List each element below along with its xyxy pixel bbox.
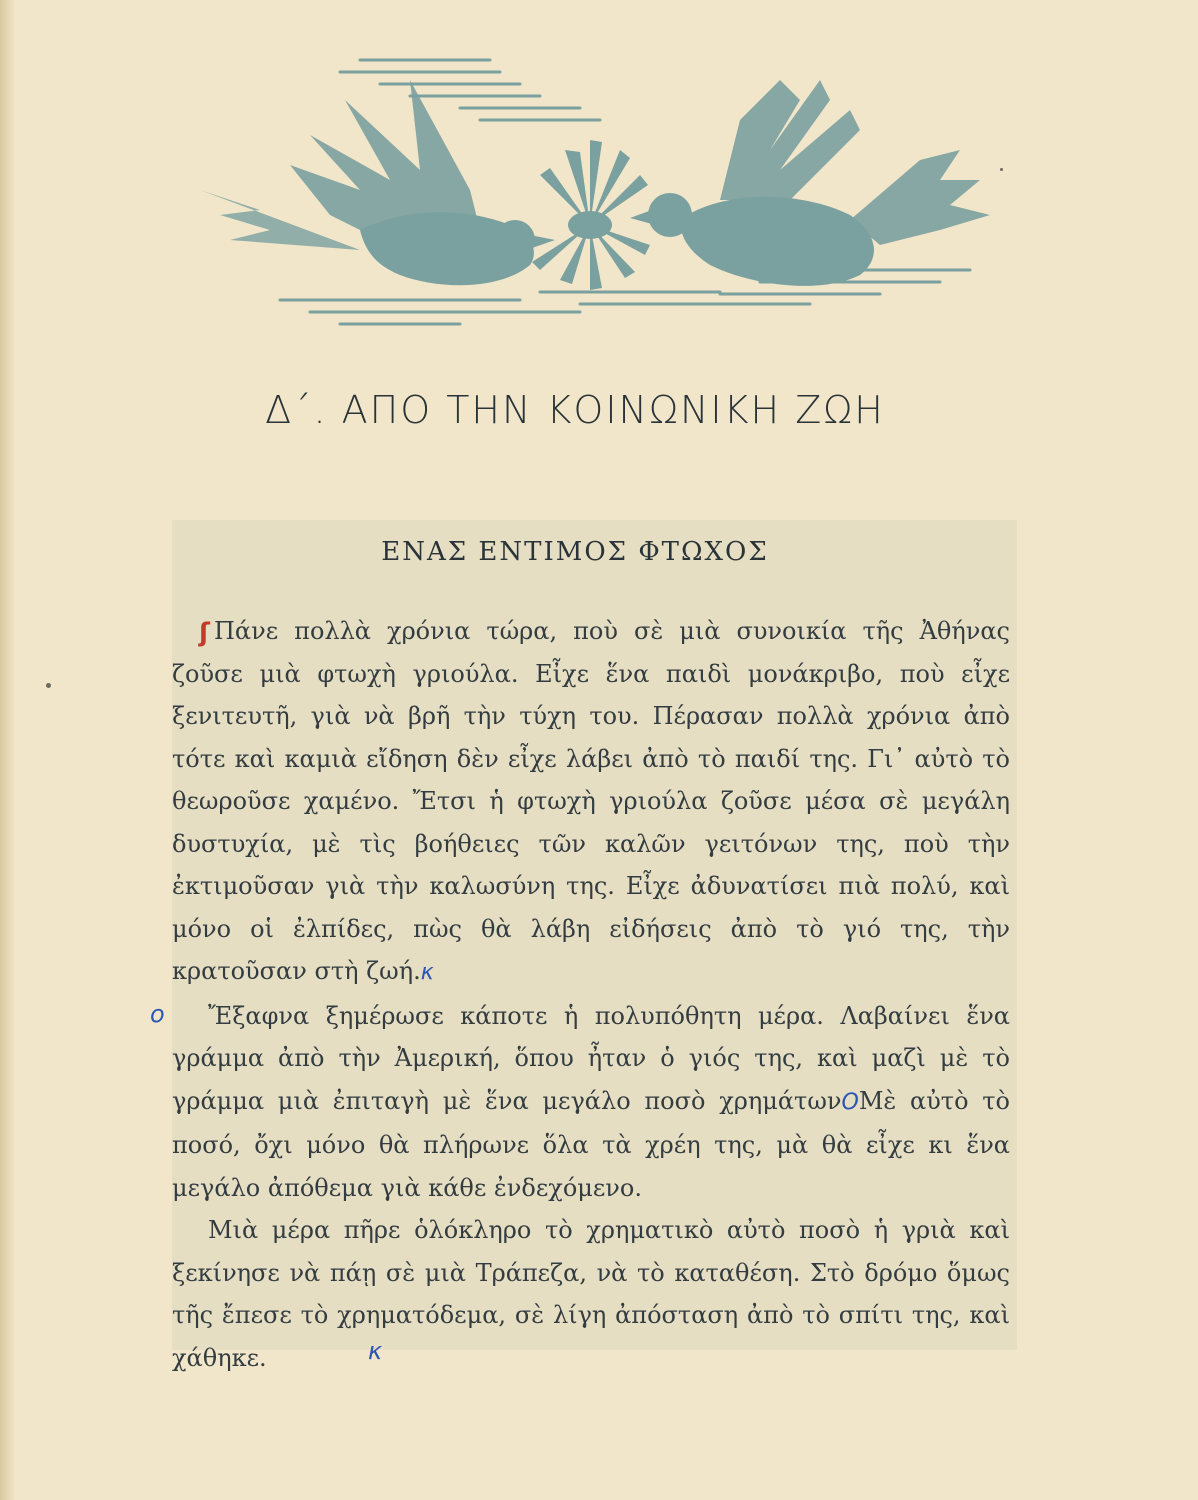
paragraph-3-text: Μιὰ μέρα πῆρε ὁλόκληρο τὸ χρηματικὸ αὐτὸ ποσὸ ἡ γριὰ καὶ ξεκίνησε νὰ πάῃ σὲ μιὰ Τράπεζα, νὰ τὸ καταθέση. Στὸ δρόμο ὅμως τῆς ἔπεσε τὸ χρηματόδεμα, σὲ λίγη ἀπόσταση ἀπὸ τὸ σπίτι της, καὶ χάθηκε. <box>172 1216 1010 1372</box>
paragraph-1 <box>172 610 1010 995</box>
paragraph-2-text: Ἔξαφνα ξημέρωσε κάποτε ἡ πολυπόθητη μέρα. Λαβαίνει ἕνα γράμμα ἀπὸ τὴν Ἀμερική, ὅπου ἦταν ὁ γιός της, καὶ μαζὶ μὲ τὸ γράμμα μιὰ ἐπιταγὴ μὲ ἕνα μεγάλο ποσὸ χρημάτων <box>172 1001 1010 1115</box>
birds-flower-ornament-icon <box>160 40 1010 340</box>
paper-speck <box>1000 168 1003 171</box>
story-body <box>172 610 1010 1379</box>
page-edge <box>0 0 14 1500</box>
paragraph-1-text: Πάνε πολλὰ χρόνια τώρα, ποὺ σὲ μιὰ συνοικία τῆς Ἀθήνας ζοῦσε μιὰ φτωχὴ γριούλα. Εἶχε ἕνα παιδὶ μονάκριβο, ποὺ εἶχε ξενιτευτῆ, γιὰ νὰ βρῆ τὴν τύχη του. Πέρασαν πολλὰ χρόνια ἀπὸ τότε καὶ καμιὰ εἴδηση δὲν εἶχε λάβει ἀπὸ τὸ παιδί της. Γι᾽ αὐτὸ τὸ θεωροῦσε χαμένο. Ἔτσι ἡ φτωχὴ γριούλα ζοῦσε μέσα σὲ μεγάλη δυστυχία, μὲ τὶς βοήθειες τῶν καλῶν γειτόνων της, ποὺ τὴν ἐκτιμοῦσαν γιὰ τὴν καλωσύνη της. Εἶχε ἀδυνατίσει πιὰ πολύ, καὶ μόνο οἱ ἐλπίδες, πὼς θὰ λάβη εἰδήσεις ἀπὸ τὸ γιό της, τὴν κρατοῦσαν στὴ ζωή. <box>172 617 1010 985</box>
pen-mark: κ <box>420 960 434 985</box>
margin-pen-mark: ο <box>150 1000 165 1028</box>
pen-mark-inline: Ο <box>841 1089 859 1115</box>
red-pen-mark: ʃ <box>199 618 210 648</box>
paragraph-2 <box>172 995 1010 1210</box>
paragraph-2-continued: Μὲ αὐτὸ τὸ ποσό, ὄχι μόνο θὰ πλήρωνε ὅλα τὰ χρέη της, μὰ θὰ εἶχε κι ἕνα μεγάλο ἀπόθεμα γιὰ κάθε ἐνδεχόμενο. <box>172 1086 1011 1202</box>
paper-speck <box>46 683 51 688</box>
paragraph-3 <box>172 1209 1010 1379</box>
chapter-title: Δ΄. ΑΠΟ ΤΗΝ ΚΟΙΝΩΝΙΚΗ ΖΩΗ <box>265 388 885 432</box>
story-title: ΕΝΑΣ ΕΝΤΙΜΟΣ ΦΤΩΧΟΣ <box>381 537 769 567</box>
end-pen-mark: κ <box>368 1337 383 1365</box>
